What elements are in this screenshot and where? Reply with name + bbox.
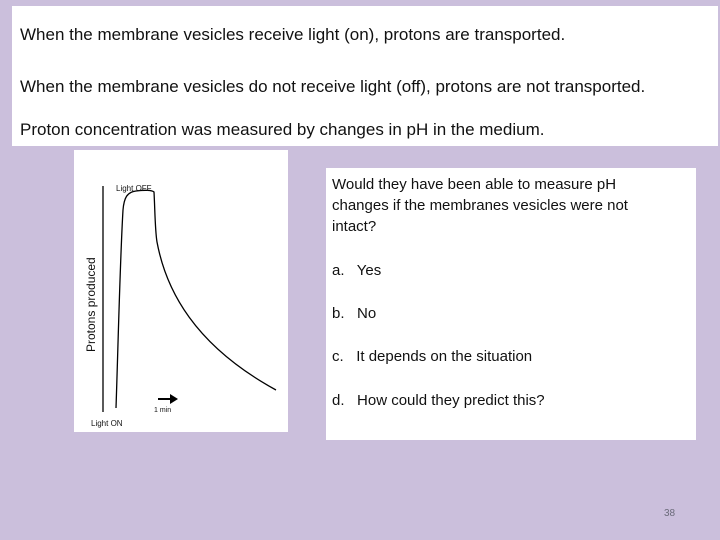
intro-line-3: Proton concentration was measured by changes in pH in the medium. — [20, 120, 545, 139]
y-axis-label: Protons produced — [84, 257, 98, 352]
option-text: How could they predict this? — [357, 392, 545, 409]
option-d[interactable] — [332, 392, 545, 409]
intro-text-box — [12, 6, 718, 146]
time-scale-arrowhead — [170, 394, 178, 404]
option-letter: d. — [332, 392, 345, 409]
option-c[interactable] — [332, 348, 532, 365]
intro-line-1: When the membrane vesicles receive light (on), protons are transported. — [20, 25, 566, 44]
option-a[interactable] — [332, 262, 381, 279]
option-letter: b. — [332, 305, 345, 322]
proton-graph — [74, 150, 288, 432]
time-scale-label: 1 min — [154, 407, 172, 414]
option-text: It depends on the situation — [356, 348, 533, 365]
option-text: Yes — [356, 262, 382, 279]
option-letter: a. — [332, 262, 345, 279]
question-box — [326, 168, 696, 440]
light-off-label: Light OFF — [116, 184, 152, 193]
option-letter: c. — [332, 348, 344, 365]
proton-graph-svg — [74, 150, 288, 432]
light-on-label: Light ON — [91, 419, 123, 428]
question-text: Would they have been able to measure pH changes if the membranes vesicles were not intact? — [332, 176, 628, 235]
intro-line-2: When the membrane vesicles do not receive light (off), protons are not transported. — [20, 77, 646, 96]
option-b[interactable] — [332, 305, 376, 322]
slide-number: 38 — [664, 508, 676, 519]
option-text: No — [357, 305, 377, 322]
proton-curve — [116, 190, 276, 408]
